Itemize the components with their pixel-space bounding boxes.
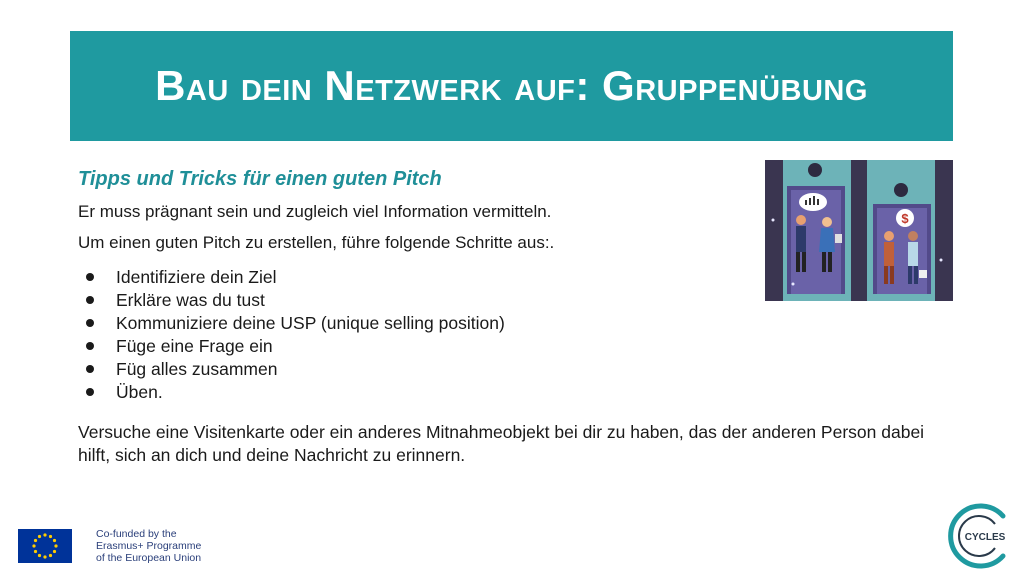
title-banner <box>70 31 953 141</box>
bullet-icon <box>86 388 94 396</box>
list-item: Füge eine Frage ein <box>86 335 958 358</box>
bullet-icon <box>86 365 94 373</box>
bullet-icon <box>86 342 94 350</box>
intro-text-1: Er muss prägnant sein und zugleich viel Information vermitteln. <box>78 202 552 221</box>
bullet-icon <box>86 319 94 327</box>
list-item: Erkläre was du tust <box>86 289 958 312</box>
intro-text-2: Um einen guten Pitch zu erstellen, führe folgende Schritte aus:. <box>78 233 555 253</box>
closing-text: Versuche eine Visitenkarte oder ein anderes Mitnahmeobjekt bei dir zu haben, das der anderen Person dabei hilft, sich an dich und deine Nachricht zu erinnern. <box>78 422 925 465</box>
elevator-pitch-illustration <box>765 160 953 301</box>
eu-text-line-2: Erasmus+ Programme <box>96 540 202 552</box>
list-item: Üben. <box>86 381 958 404</box>
eu-text-line-3: of the European Union <box>96 552 202 564</box>
list-item: Füg alles zusammen <box>86 358 958 381</box>
logo-text: CYCLES <box>964 532 1006 543</box>
slide-subtitle: Tipps und Tricks für einen guten Pitch <box>78 168 442 190</box>
slide-title: Bau dein Netzwerk auf: Gruppenübung <box>155 62 868 109</box>
list-item: Kommuniziere deine USP (unique selling position) <box>86 312 958 335</box>
cycles-logo <box>945 502 1013 570</box>
bullet-icon <box>86 296 94 304</box>
dollar-icon: $ <box>901 211 909 226</box>
list-item: Identifiziere dein Ziel <box>86 266 958 289</box>
bullet-icon <box>86 273 94 281</box>
eu-funding-notice <box>18 528 201 564</box>
eu-flag-icon <box>18 529 72 563</box>
eu-text-line-1: Co-funded by the <box>96 528 177 540</box>
